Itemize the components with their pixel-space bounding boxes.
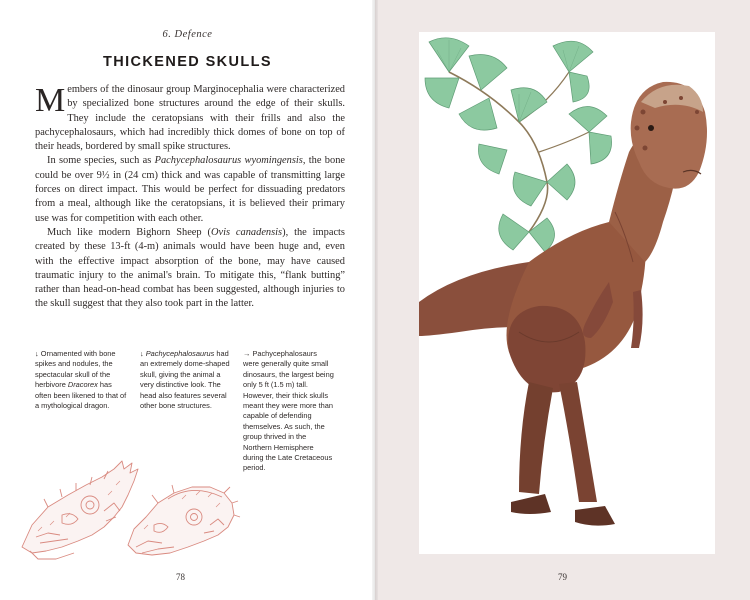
plate-art: [419, 32, 715, 554]
caption-pachycephalosaurus-skull: [140, 349, 230, 411]
italic-text: Ovis canadensis: [210, 226, 283, 238]
book-gutter: [372, 0, 378, 600]
text-run: , the bone could be over 9½ in (24 cm) thick and was capable of transmitting large forces on direct impact. This would be perfect for dissuading predators from a meal, although like the ceratopsians, it is believed their primary use was for competition with each other.: [35, 155, 346, 224]
italic-text: Pachycephalosaurus: [145, 349, 215, 358]
paragraph-2-text: [35, 155, 345, 223]
pachycephalosaurus-skull-icon: [128, 485, 240, 555]
body-text: [35, 83, 345, 312]
pachycephalosaurus-icon: [419, 82, 707, 526]
paragraph-2: [35, 154, 345, 225]
text-run: embers of the dinosaur group Marginocephalia were characterized by specialized bone structures around the edge of their skulls. They include the ceratopsians with their frills and also the pachycephalosaurs, which had incredibly thick domes of bone on top of their heads, bordered by small spike structures.: [35, 84, 345, 153]
illustration-plate: [419, 32, 715, 554]
paragraph-3-text: [35, 227, 345, 309]
text-run: ↓: [140, 349, 146, 358]
text-run: ), the impacts created by these 13-ft (4-m) animals would have been huge and, even with the effective impact absorption of the bone, may have caused traumatic injury to the animal's brain. To mitigate this, “flank butting” rather than head-on-head combat has been suggested, although injuries to the skull suggest that they also took part in the latter.: [35, 226, 345, 310]
text-run: has often been likened to that of a mythological dragon.: [35, 380, 127, 411]
skull-sketches: [18, 455, 243, 565]
text-run: had an extremely dome-shaped skull, giving the animal a very distinctive look. The head also features several other bone structures.: [140, 349, 230, 411]
caption-pachycephalosaurs: [243, 349, 335, 474]
text-run: Much like modern Bighorn Sheep (: [47, 226, 211, 238]
caption-dracorex: [35, 349, 127, 411]
section-label: 6. Defence: [162, 29, 213, 40]
italic-text: Pachycephalosaurus wyomingensis: [154, 155, 303, 167]
drop-cap: M: [35, 82, 66, 119]
page-number-right: 79: [558, 572, 567, 582]
text-run: In some species, such as: [47, 155, 155, 167]
text-run: → Pachycephalosaurs were generally quite small dinosaurs, the largest being only 5 ft (1.5 m) tall. However, their thick skulls meant they were more than capable of defending themselves. As such, the group thrived in the Northern Hemisphere during the Late Cretaceous period.: [243, 349, 334, 473]
dracorex-skull-icon: [22, 461, 138, 559]
paragraph-1-text: [35, 84, 345, 152]
italic-text: Dracorex: [67, 380, 98, 390]
page-title: THICKENED SKULLS: [102, 54, 272, 70]
paragraph-1: [35, 83, 345, 154]
page-number-left: 78: [176, 572, 185, 582]
ginkgo-branch-icon: [425, 38, 612, 252]
text-run: ↓ Ornamented with bone spikes and nodules, the spectacular skull of the herbivore: [35, 349, 116, 390]
paragraph-3: [35, 226, 345, 312]
